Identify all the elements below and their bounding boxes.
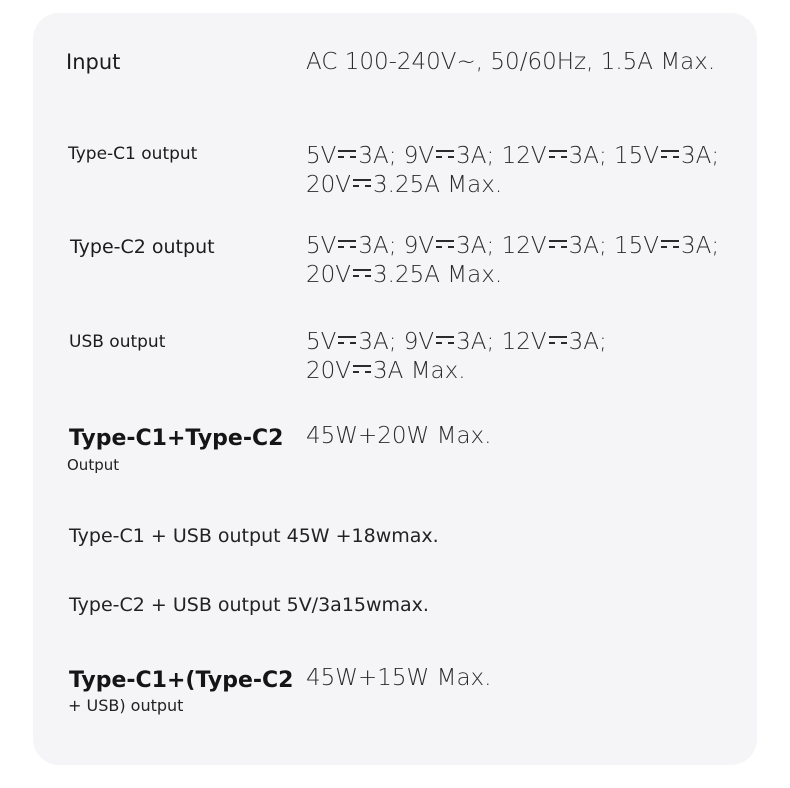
direct-current-icon	[337, 334, 357, 346]
spec-card	[33, 13, 757, 765]
direct-current-icon	[352, 177, 372, 189]
type-c1-v1: 5V	[306, 143, 337, 169]
type-c2-v1: 5V	[306, 233, 337, 259]
direct-current-icon	[548, 334, 568, 346]
direct-current-icon	[435, 148, 455, 160]
usb-value	[306, 328, 607, 386]
usb-v2: 3A; 9V	[358, 329, 435, 355]
c2-usb-text: Type-C2 + USB output 5V/3a15wmax.	[69, 594, 429, 616]
type-c1-label: Type-C1 output	[68, 144, 198, 164]
c1-c2-value: 45W+20W Max.	[306, 423, 492, 449]
direct-current-icon	[660, 148, 680, 160]
direct-current-icon	[660, 238, 680, 250]
type-c2-v5: 3A;	[681, 233, 720, 259]
direct-current-icon	[548, 148, 568, 160]
usb-label: USB output	[69, 332, 166, 352]
c1-c2-usb-sublabel: + USB) output	[68, 696, 184, 715]
usb-v3: 3A; 12V	[456, 329, 547, 355]
type-c2-v3: 3A; 12V	[456, 233, 547, 259]
type-c2-v4: 3A; 15V	[568, 233, 660, 259]
type-c2-v7: 3.25A Max.	[373, 262, 503, 288]
usb-line1	[306, 328, 607, 357]
usb-v1: 5V	[306, 329, 337, 355]
usb-v5: 20V	[306, 358, 352, 384]
input-value: AC 100-240V~, 50/60Hz, 1.5A Max.	[306, 49, 716, 75]
direct-current-icon	[337, 238, 357, 250]
type-c1-v3: 3A; 12V	[456, 143, 547, 169]
type-c2-label: Type-C2 output	[70, 236, 215, 258]
type-c2-line2	[306, 261, 719, 290]
direct-current-icon	[548, 238, 568, 250]
direct-current-icon	[352, 267, 372, 279]
c1-c2-usb-label: Type-C1+(Type-C2	[69, 668, 294, 693]
type-c1-v6: 20V	[306, 172, 352, 198]
type-c1-line1	[306, 142, 719, 171]
usb-v4: 3A;	[568, 329, 607, 355]
type-c2-line1	[306, 232, 719, 261]
type-c1-v4: 3A; 15V	[568, 143, 660, 169]
type-c1-v5: 3A;	[681, 143, 720, 169]
direct-current-icon	[352, 363, 372, 375]
c1-c2-sublabel: Output	[67, 456, 120, 474]
usb-v6: 3A Max.	[373, 358, 466, 384]
type-c1-v2: 3A; 9V	[358, 143, 435, 169]
c1-c2-usb-value: 45W+15W Max.	[306, 665, 492, 691]
c1-c2-label: Type-C1+Type-C2	[69, 426, 284, 451]
input-label: Input	[66, 50, 121, 74]
type-c2-v6: 20V	[306, 262, 352, 288]
direct-current-icon	[435, 238, 455, 250]
type-c1-value	[306, 142, 719, 200]
direct-current-icon	[435, 334, 455, 346]
usb-line2	[306, 357, 607, 386]
direct-current-icon	[337, 148, 357, 160]
type-c2-value	[306, 232, 719, 290]
type-c1-line2	[306, 171, 719, 200]
c1-usb-text: Type-C1 + USB output 45W +18wmax.	[69, 525, 439, 547]
type-c1-v7: 3.25A Max.	[373, 172, 503, 198]
type-c2-v2: 3A; 9V	[358, 233, 435, 259]
